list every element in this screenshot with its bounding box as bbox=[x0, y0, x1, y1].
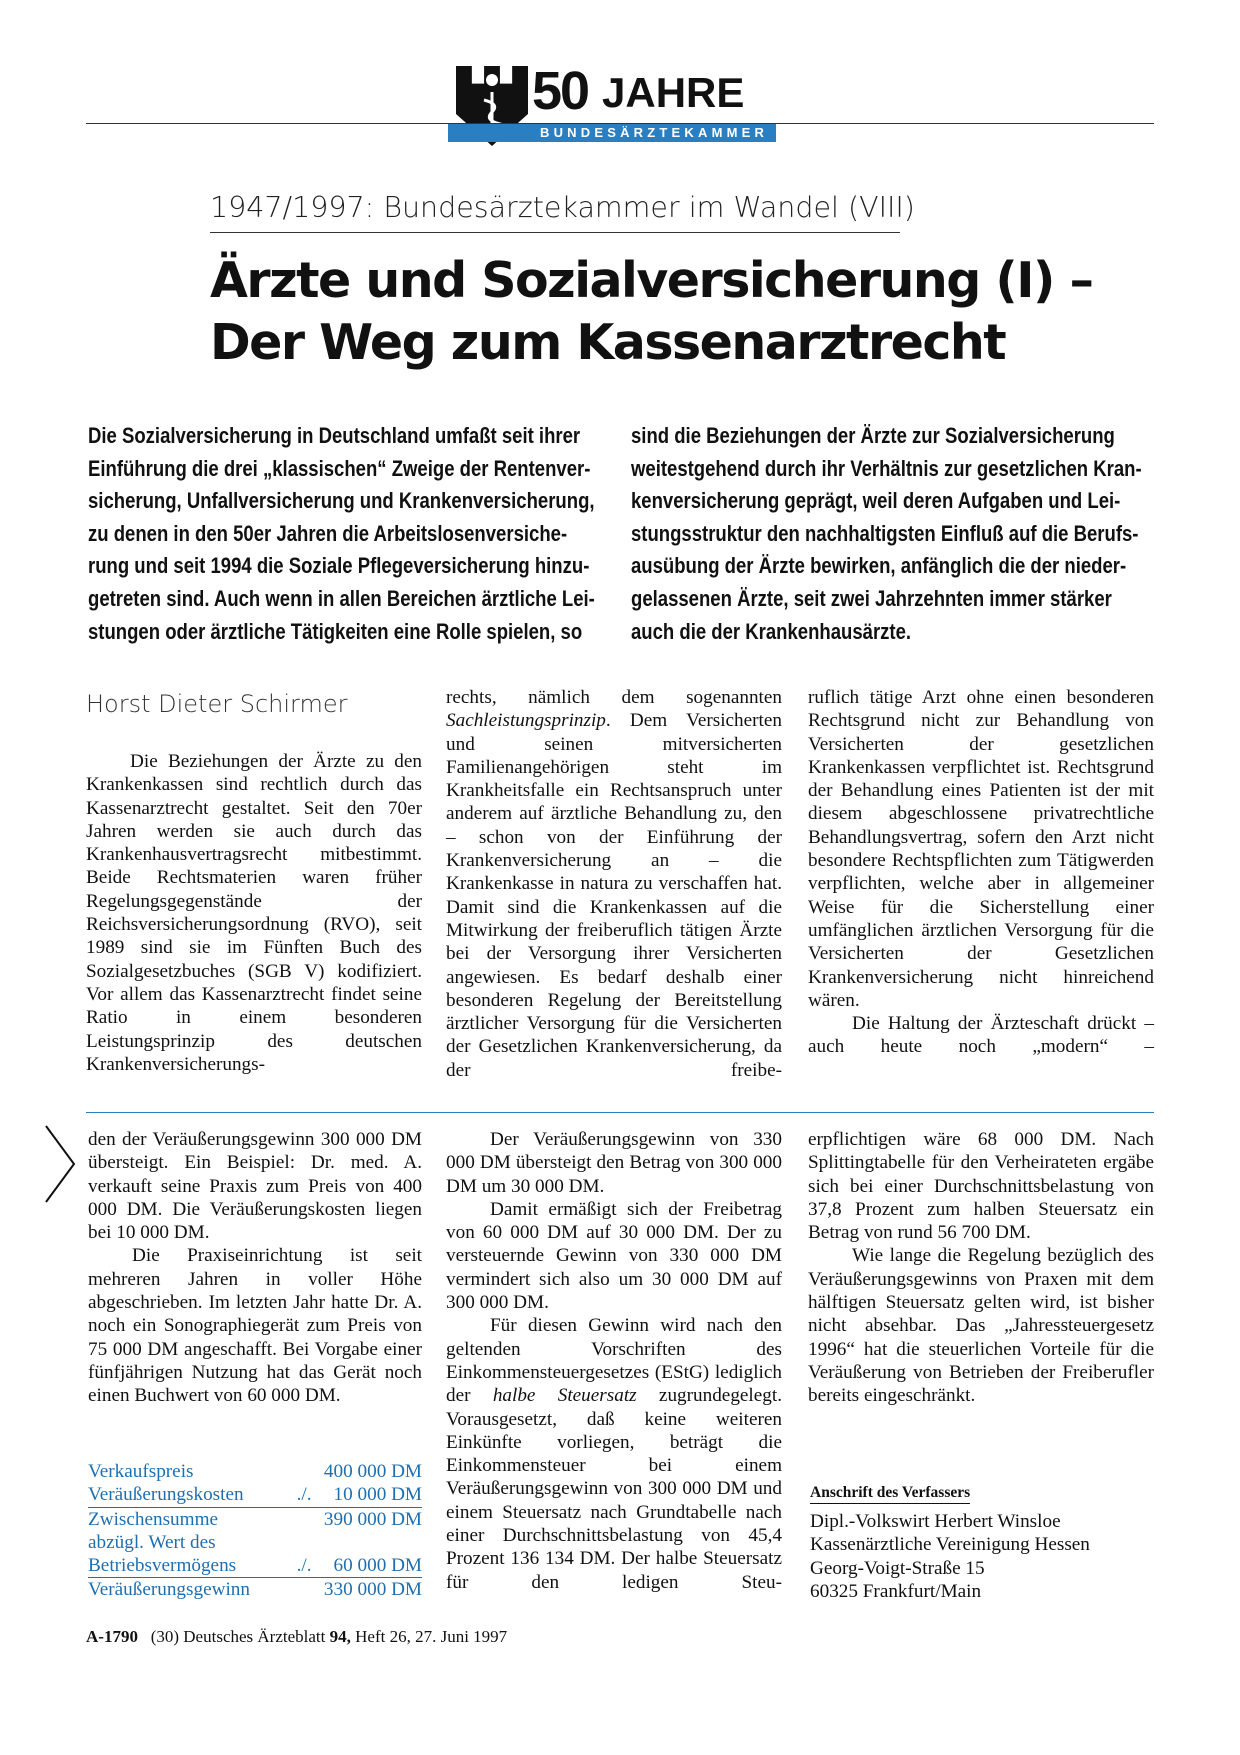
calculation-table bbox=[88, 1460, 422, 1602]
address-line: Georg-Voigt-Straße 15 bbox=[810, 1557, 985, 1579]
address-line: Dipl.-Volkswirt Herbert Winsloe bbox=[810, 1511, 1061, 1532]
headline bbox=[210, 250, 1110, 374]
emphasis: halbe Steuersatz bbox=[492, 1385, 637, 1407]
table-row: Betriebsvermögens ./. 60 000 DM bbox=[88, 1554, 422, 1578]
lower-column-2 bbox=[446, 1128, 782, 1594]
section-rule bbox=[86, 1112, 1154, 1113]
author-byline: Horst Dieter Schirmer bbox=[86, 690, 348, 718]
journal-issue: Heft 26, 27. Juni 1997 bbox=[355, 1627, 508, 1646]
upper-column-1 bbox=[86, 750, 422, 1076]
journal-name: Deutsches Ärzteblatt bbox=[183, 1627, 326, 1646]
continuation-arrow-icon bbox=[44, 1124, 78, 1204]
lead-line: getreten sind. Auch wenn in allen Bereichen ärztliche Lei- bbox=[88, 585, 595, 611]
logo-number: 50 bbox=[532, 61, 589, 121]
table-row: Veräußerungskosten ./. 10 000 DM bbox=[88, 1483, 422, 1507]
lead-line: Die Sozialversicherung in Deutschland umfaßt seit ihrer bbox=[88, 423, 581, 448]
headline-line-1: Ärzte und Sozialversicherung (I) – bbox=[210, 252, 1093, 309]
address-line: Kassenärztliche Vereinigung Hessen bbox=[810, 1534, 1090, 1556]
paragraph: Wie lange die Regelung bezüglich des Veräußerungsgewinns von Praxen mit dem hälftigen Steuersatz gelten wird, ist bisher nicht absehbar. Das „Jahressteuergesetz 1996“ hat die steuerlichen Vorteile für die Veräußerung von Betrieben der Freiberufler bereits eingeschränkt. bbox=[808, 1245, 1154, 1407]
paragraph: Damit ermäßigt sich der Freibetrag von 60 000 DM auf 30 000 DM. Der zu versteuernde Gewinn von 330 000 DM vermindert sich also um 30 000 DM auf 300 000 DM. bbox=[446, 1198, 782, 1314]
page-footer bbox=[86, 1627, 507, 1647]
table-row: abzügl. Wert des bbox=[88, 1531, 216, 1553]
lead-line: ausübung der Ärzte bewirken, anfänglich die der nieder- bbox=[631, 553, 1127, 579]
upper-column-3 bbox=[808, 686, 1154, 1059]
author-address bbox=[810, 1510, 1090, 1603]
page-number: (30) bbox=[150, 1627, 180, 1646]
lead-left bbox=[88, 420, 610, 648]
lead-line: kenversicherung geprägt, weil deren Aufgaben und Lei- bbox=[631, 488, 1121, 514]
address-heading: Anschrift des Verfassers bbox=[810, 1483, 970, 1504]
paragraph: erpflichtigen wäre 68 000 DM. Nach Splittingtabelle für den Verheirateten ergäbe sich bei einer Durchschnittsbelastung von 37,8 Prozent zum halben Steuersatz ein Betrag von rund 56 700 DM. bbox=[808, 1129, 1154, 1244]
paragraph: ruflich tätige Arzt ohne einen besonderen Rechtsgrund nicht zur Behandlung von Versicherten der gesetzlichen Krankenkassen verpflichtet ist. Rechtsgrund der Behandlung eines Patienten ist der mit diesem abgeschlossene privatrechtliche Behandlungsvertrag, sofern den Arzt nicht besondere Rechtspflichten zum Tätigwerden verpflichten, welche aber in allgemeiner Weise für die Sicherstellung einer umfänglichen ärztlichen Versorgung für die Versicherten der Gesetzlichen Krankenversicherung nicht hinreichend wären. bbox=[808, 687, 1154, 1011]
lead-line: Einführung die drei „klassischen“ Zweige der Rentenver- bbox=[88, 455, 591, 481]
series-kicker: 1947/1997: Bundesärztekammer im Wandel (VIII) bbox=[210, 191, 915, 224]
headline-line-2: Der Weg zum Kassenarztrecht bbox=[210, 314, 1006, 371]
lead-line: zu denen in den 50er Jahren die Arbeitslosenversiche- bbox=[88, 520, 568, 546]
paragraph: Die Praxiseinrichtung ist seit mehreren Jahren in voller Höhe abgeschrieben. Im letzten Jahr hatte Dr. A. noch ein Sonographiegerät zum Preis von 75 000 DM angeschafft. Bei Vorgabe einer fünfjährigen Nutzung hat das Gerät noch einen Buchwert von 60 000 DM. bbox=[88, 1245, 422, 1407]
address-line: 60325 Frankfurt/Main bbox=[810, 1580, 982, 1602]
paragraph: den der Veräußerungsgewinn 300 000 DM übersteigt. Ein Beispiel: Dr. med. A. verkauft seine Praxis zum Preis von 400 000 DM. Die Veräußerungskosten liegen bei 10 000 DM. bbox=[88, 1129, 422, 1244]
journal-volume: 94, bbox=[329, 1627, 351, 1646]
lead-line: auch die der Krankenhausärzte. bbox=[631, 618, 912, 644]
lead-line: sicherung, Unfallversicherung und Krankenversicherung, bbox=[88, 488, 595, 514]
lead-line: stungen oder ärztliche Tätigkeiten eine Rolle spielen, so bbox=[88, 618, 583, 644]
lower-column-1 bbox=[88, 1128, 422, 1408]
logo-word: JAHRE bbox=[602, 69, 745, 116]
logo-subtitle: BUNDESÄRZTEKAMMER bbox=[540, 125, 769, 140]
kicker-rule bbox=[210, 232, 900, 233]
table-row: Zwischensumme 390 000 DM bbox=[88, 1508, 422, 1530]
page-id: A-1790 bbox=[86, 1627, 138, 1646]
lead-line: gelassenen Ärzte, seit zwei Jahrzehnten immer stärker bbox=[631, 585, 1112, 611]
emphasis: Sachleistungsprinzip bbox=[446, 710, 606, 732]
lead-line: stungsstruktur den nachhaltigsten Einfluß auf die Berufs- bbox=[631, 520, 1139, 546]
lead-line: sind die Beziehungen der Ärzte zur Sozialversicherung bbox=[631, 423, 1115, 448]
lead-line: rung und seit 1994 die Soziale Pflegeversicherung hinzu- bbox=[88, 553, 590, 579]
table-row: Verkaufspreis 400 000 DM bbox=[88, 1461, 422, 1482]
lower-column-3 bbox=[808, 1128, 1154, 1408]
paragraph: rechts, nämlich dem sogenannten Sachleistungsprinzip. Dem Versicherten und seinen mitversicherten Familienangehörigen steht im Krankheitsfalle ein Rechtsanspruch unter anderem auf ärztliche Behandlung zu, den – schon von der Einführung der Krankenversicherung an – die Krankenkasse in natura zu verschaffen hat. Damit sind die Krankenkassen auf die Mitwirkung der freiberuflich tätigen Ärzte bei der Versorgung ihrer Versicherten angewiesen. Es bedarf deshalb einer besonderen Regelung der Bereitstellung ärztlicher Versorgung für die Versicherten der Gesetzlichen Krankenversicherung, da der freibe- bbox=[446, 687, 782, 1081]
paragraph: Der Veräußerungsgewinn von 330 000 DM übersteigt den Betrag von 300 000 DM um 30 000 DM. bbox=[446, 1129, 782, 1197]
paragraph: Die Beziehungen der Ärzte zu den Krankenkassen sind rechtlich durch das Kassenarztrecht gestaltet. Seit den 70er Jahren werden sie auch durch das Krankenhausvertragsrecht mitbestimmt. Beide Rechtsmaterien waren früher Regelungsgegenstände der Reichsversicherungsordnung (RVO), seit 1989 sind sie im Fünften Buch des Sozialgesetzbuches (SGB V) kodifiziert. Vor allem das Kassenarztrecht findet seine Ratio in einem besonderen Leistungsprinzip des deutschen Krankenversicherungs- bbox=[86, 751, 422, 1075]
upper-column-2 bbox=[446, 686, 782, 1082]
paragraph: Für diesen Gewinn wird nach den geltenden Vorschriften des Einkommensteuergesetzes (EStG) lediglich der halbe Steuersatz zugrundegelegt. Vorausgesetzt, daß keine weiteren Einkünfte vorliegen, beträgt die Einkommensteuer bei einem Veräußerungsgewinn von 300 000 DM und einem Steuersatz nach Grundtabelle nach einer Durchschnittsbelastung von 45,4 Prozent 136 134 DM. Der halbe Steuersatz für den ledigen Steu- bbox=[446, 1315, 782, 1593]
paragraph: Die Haltung der Ärzteschaft drückt – auch heute noch „modern“ – bbox=[808, 1013, 1154, 1058]
table-row: Veräußerungsgewinn 330 000 DM bbox=[88, 1579, 422, 1601]
lead-line: weitestgehend durch ihr Verhältnis zur gesetzlichen Kran- bbox=[631, 455, 1142, 481]
lead-right bbox=[631, 420, 1153, 648]
